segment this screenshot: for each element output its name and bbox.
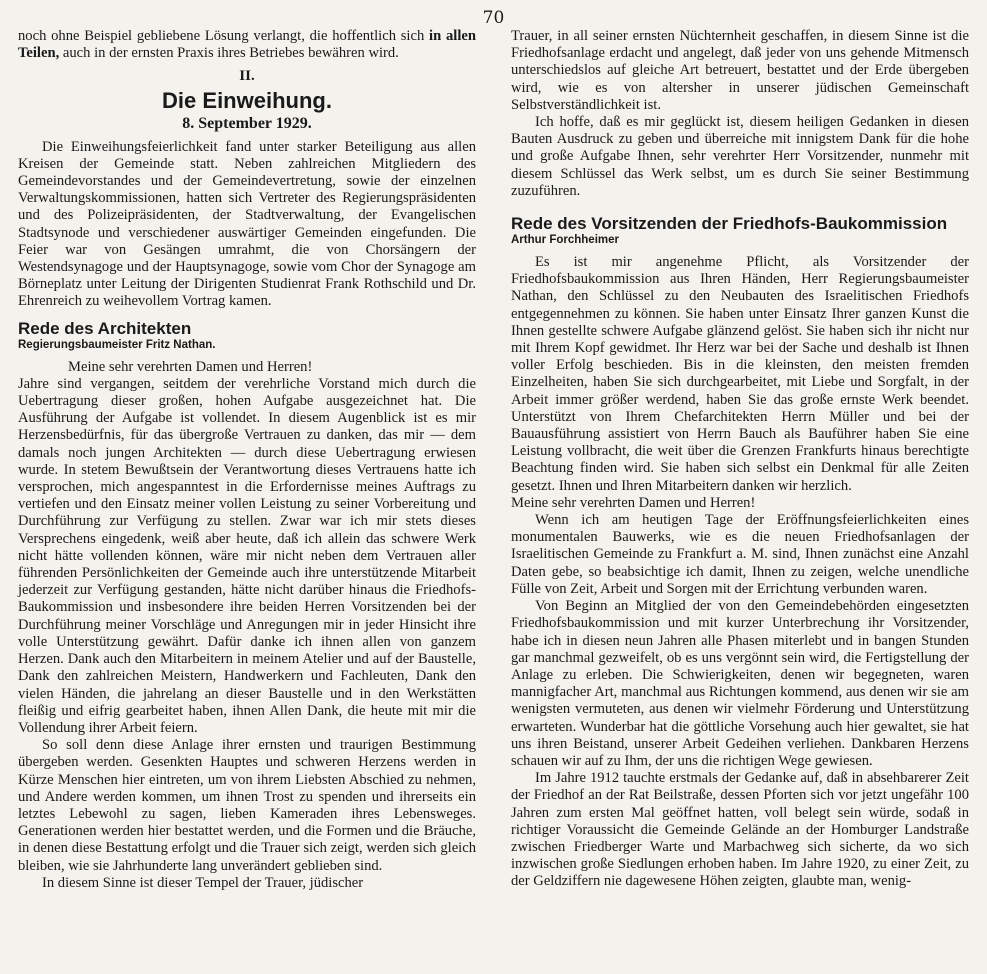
section-subheading: Arthur Forchheimer	[511, 234, 619, 247]
salutation: Meine sehr verehrten Damen und Herren!	[68, 358, 313, 375]
paragraph: Trauer, in all seiner ernsten Nüchternheit geschaffen, in diesem Sinne ist die Friedhofsanlage erdacht und angelegt, daß jeder von uns gehende Mitmensch unterschiedslos auf gleiche Art betreuert, bestattet und der Erde übergeben wird, wie es von altersher in unserer jüdischen Gemeinschaft Selbstverständlichkeit ist.	[511, 28, 969, 113]
right-column	[511, 28, 969, 891]
paragraph: Im Jahre 1912 tauchte erstmals der Gedanke auf, daß in absehbarerer Zeit der Friedhof an der Rat Beilstraße, dessen Pforten sich vor jetzt ungefähr 100 Jahren zum ersten Mal geöffnet hatten, voll belegt sein würde, sodaß in richtiger Voraussicht die Gemeinde Gelände an der Homburger Landstraße zwischen Friedberger Warte und Marbachweg sich sicherte, da wo sich inzwischen große Siedlungen erhoben haben. Im Jahre 1920, zu einer Zeit, zu der Geldziffern nie dagewesene Höhen zeigten, glaubte man, wenig-	[511, 770, 969, 890]
intro-text-bold: in allen Teilen,	[18, 28, 476, 62]
section-heading: Rede des Architekten	[18, 318, 192, 338]
section-subheading: Regierungsbaumeister Fritz Nathan.	[18, 338, 216, 351]
paragraph: Von Beginn an Mitglied der von den Gemeindebehörden eingesetzten Friedhofsbaukommission und mit kurzer Unterbrechung ihr Vorsitzender, habe ich in diesen neun Jahren alle Phasen miterlebt und in bangen Stunden gar manchmal gezweifelt, ob es uns vergönnt sein wird, die Fertigstellung der Anlage zu erleben. Die Schwierigkeiten, denen wir begegneten, waren mannigfacher Art, manchmal aus Richtungen kommend, aus denen wir sie am wenigsten vermuteten, aus denen wir vielmehr Förderung und Unterstützung erwarteten. Wunderbar hat die göttliche Vorsehung auch hier gewaltet, sie hat uns ihren Beistand, unserer Arbeit Gedeihen verliehen. Dankbaren Herzens schauen wir auf zu Ihm, der uns die richtigen Wege gewiesen.	[511, 598, 969, 769]
left-column	[18, 28, 476, 892]
intro-text-pre: noch ohne Beispiel gebliebene Lösung verlangt, die hoffentlich sich	[18, 28, 425, 44]
paragraph: Jahre sind vergangen, seitdem der verehrliche Vorstand mich durch die Uebertragung dieser großen, hohen Aufgabe ausgezeichnet hat. Die Ausführung der Aufgabe ist vollendet. In diesem Augenblick ist es mir Herzensbedürfnis, für das übergroße Vertrauen zu danken, das mir — dem damals noch jungen Architekten — durch diese Uebertragung erwiesen wurde. In stetem Bewußtsein der Verantwortung dieses Vertrauens hatte ich versprochen, mich angespanntest in die Erfordernisse meines Auftrags zu vertiefen und den Einsatz meiner vollen Leistung zu seiner Vorbereitung und Durchführung zur Verfügung zu stellen. Zwar war ich mir stets dieses Versprechens eingedenk, weiß aber heute, daß ich allein das schwere Werk nicht hätte vollenden können, wäre mir nicht neben dem Vertrauen aller führenden Persönlichkeiten der Gemeinde auch ihre unterstützende Mitarbeit jederzeit zur Verfügung gestanden, hätte nicht darüber hinaus die Friedhofs-Baukommission und insbesondere ihre beiden Herren Vorsitzenden bei der Durchführung meiner Vorschläge und Anregungen mir in jeder Hinsicht ihre volle Unterstützung gewährt. Dafür danke ich ihnen allen von ganzem Herzen. Dank auch den Mitarbeitern in meinem Atelier und auf der Baustelle, Dank den zahlreichen Meistern, Handwerkern und Fachleuten, Dank den vielen Händen, die jahrelang an dieser Baustelle und in den Werkstätten fleißig und eifrig gearbeitet haben, ihnen Allen Dank, die heute mit mir die Vollendung ihrer Arbeit feiern.	[18, 375, 476, 736]
paragraph: In diesem Sinne ist dieser Tempel der Trauer, jüdischer	[42, 874, 364, 891]
salutation: Meine sehr verehrten Damen und Herren!	[511, 494, 756, 511]
page-number: 70	[482, 8, 505, 28]
event-date: 8. September 1929.	[182, 114, 312, 132]
paragraph: Ich hoffe, daß es mir geglückt ist, diesem heiligen Gedanken in diesen Bauten Ausdruck zu geben und überreiche mit innigstem Dank für die hohe und große Aufgabe Ihnen, sehr verehrter Herr Vorsitzender, nunmehr mit diesem Schlüssel das Werk selbst, um es durch Sie seiner Bestimmung zuzuführen.	[511, 114, 969, 199]
paragraph: Die Einweihungsfeierlichkeit fand unter starker Beteiligung aus allen Kreisen der Gemeinde statt. Neben zahlreichen Mitgliedern des Gemeindevorstandes und der Gemeindevertretung, sowie der einzelnen Verwaltungskommissionen, hatten sich Vertreter des Regierungspräsidenten und des Polizeipräsidenten, der Stadtverwaltung, der Evangelischen Stadtsynode und verschiedener auswärtiger Gemeinden eingefunden. Die Feier war von Gesängen umrahmt, die von Chorsängern der Westendsynagoge und der Hauptsynagoge, sowie vom Chor der Synagoge am Börneplatz unter Leitung der Dirigenten Studienrat Frank Rothschild und Dr. Ehrenreich zu weihevollem Vortrag kamen.	[18, 138, 476, 310]
paragraph: So soll denn diese Anlage ihrer ernsten und traurigen Bestimmung übergeben werden. Gesenkten Hauptes und schweren Herzens werden in Kürze Menschen hier eintreten, um von ihrem Liebsten Abschied zu nehmen, und Andere werden kommen, um ihnen Trost zu spenden und ihrerseits ein letztes Lebewohl zu sagen, lieben Kameraden ihres Lebensweges. Generationen werden hier bestattet werden, und die Formen und die Bräuche, in denen diese Bestattung erfolgt und die Trauer sich zeigt, werden sich gleich bleiben, wie sie Jahrhunderte lang unverändert geblieben sind.	[18, 737, 476, 874]
intro-paragraph	[18, 28, 476, 62]
intro-text-post: auch in der ernsten Praxis ihres Betriebes bewähren wird.	[62, 45, 399, 62]
section-heading: Rede des Vorsitzenden der Friedhofs-Baukommission	[511, 214, 948, 234]
paragraph: Es ist mir angenehme Pflicht, als Vorsitzender der Friedhofsbaukommission aus Ihren Händen, Herr Regierungsbaumeister Nathan, den Schlüssel zu den Neubauten des Israelitischen Friedhofs entgegennehmen zu können. Sie haben unter Einsatz Ihrer ganzen Kunst die Ihnen gestellte schwere Aufgabe glänzend gelöst. Sie haben sich ihr nicht nur mit Ihrem Kopf gewidmet. Ihr Herz war bei der Sache und deshalb ist Ihnen voller Erfolg beschieden. Bis in die kleinsten, den meisten fremden Einzelheiten, haben Sie sich durchgearbeitet, mit Liebe und Sorgfalt, in der Arbeit immer größer werdend, haben Sie das große ernste Werk beendet. Unterstützt von Ihrem Chefarchitekten Herrn Müller und bei der Bauausführung assistiert von Herrn Bauch als Bauführer haben Sie eine Leistung vollbracht, die weit über die Grenzen Frankfurts hinaus berechtigte Beachtung finden wird. Sie haben sich selbst ein Denkmal für alle Zeiten gesetzt. Ihnen und Ihren Mitarbeitern danken wir herzlich.	[511, 254, 969, 494]
page-title: Die Einweihung.	[162, 87, 332, 113]
paragraph: Wenn ich am heutigen Tage der Eröffnungsfeierlichkeiten eines monumentalen Bauwerks, wie es die neuen Friedhofsanlagen der Israelitischen Gemeinde zu Frankfurt a. M. sind, Ihnen zunächst eine Anzahl Daten gebe, so beabsichtige ich damit, Ihnen zu zeigen, welche unendliche Fülle von Zeit, Arbeit und Sorgen mit der Errichtung verbunden waren.	[511, 512, 969, 597]
section-number: II.	[239, 68, 255, 85]
